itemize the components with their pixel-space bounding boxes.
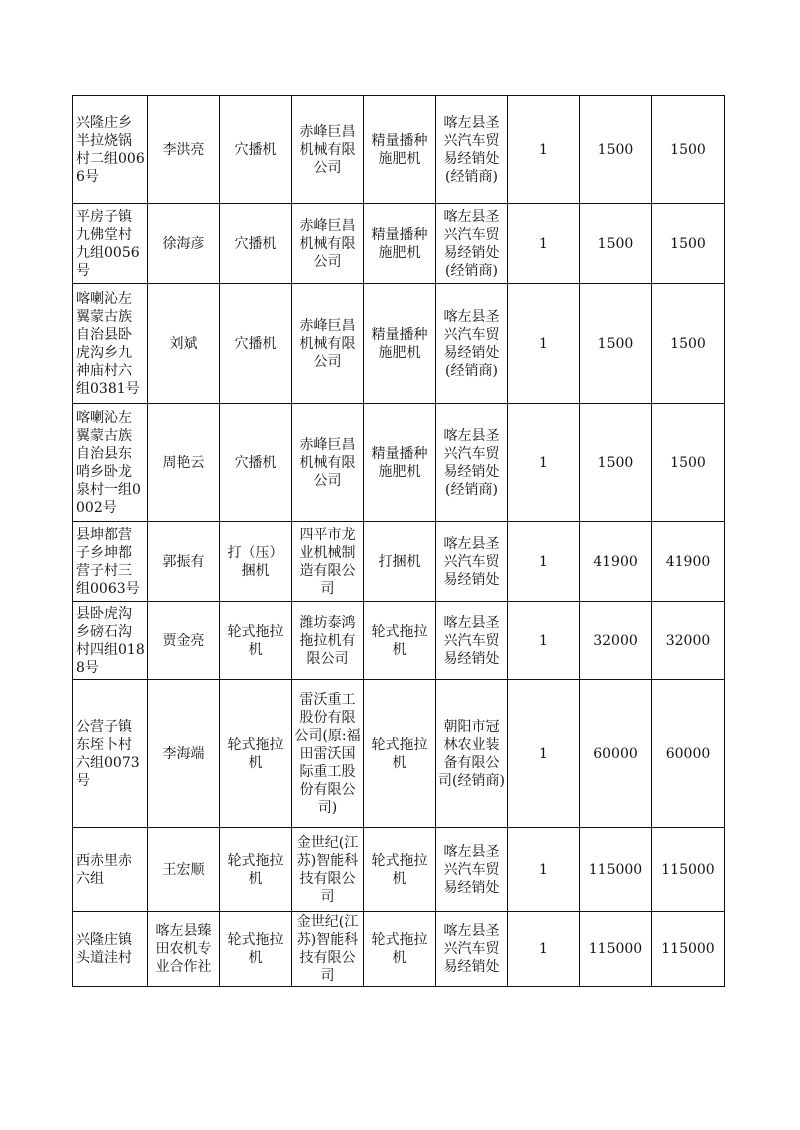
- category-cell: 穴播机: [220, 96, 292, 204]
- total-subsidy-cell: 1500: [652, 204, 725, 284]
- quantity-cell: 1: [508, 602, 580, 680]
- product-name-cell: 轮式拖拉机: [364, 828, 436, 912]
- product-name-cell: 轮式拖拉机: [364, 602, 436, 680]
- category-cell: 轮式拖拉机: [220, 912, 292, 987]
- name-cell: 李海端: [148, 680, 220, 828]
- category-cell: 轮式拖拉机: [220, 602, 292, 680]
- address-cell: 平房子镇九佛堂村九组0056号: [73, 204, 148, 284]
- address-cell: 公营子镇东垤卜村六组0073号: [73, 680, 148, 828]
- address-cell: 兴隆庄乡半拉烧锅村二组0066号: [73, 96, 148, 204]
- dealer-cell: 喀左县圣兴汽车贸易经销处: [436, 912, 508, 987]
- total-subsidy-cell: 32000: [652, 602, 725, 680]
- dealer-cell: 喀左县圣兴汽车贸易经销处(经销商): [436, 204, 508, 284]
- quantity-cell: 1: [508, 284, 580, 404]
- unit-subsidy-cell: 41900: [580, 522, 652, 602]
- dealer-cell: 喀左县圣兴汽车贸易经销处(经销商): [436, 404, 508, 522]
- table-row: [73, 828, 725, 912]
- dealer-cell: 喀左县圣兴汽车贸易经销处: [436, 602, 508, 680]
- manufacturer-cell: 金世纪(江苏)智能科技有限公司: [292, 912, 364, 987]
- table-row: [73, 96, 725, 204]
- name-cell: 刘斌: [148, 284, 220, 404]
- table-row: [73, 912, 725, 987]
- category-cell: 穴播机: [220, 284, 292, 404]
- table-row: [73, 204, 725, 284]
- product-name-cell: 轮式拖拉机: [364, 912, 436, 987]
- address-cell: 县坤都营子乡坤都营子村三组0063号: [73, 522, 148, 602]
- table-row: [73, 680, 725, 828]
- unit-subsidy-cell: 32000: [580, 602, 652, 680]
- total-subsidy-cell: 41900: [652, 522, 725, 602]
- name-cell: 贾金亮: [148, 602, 220, 680]
- unit-subsidy-cell: 60000: [580, 680, 652, 828]
- product-name-cell: 轮式拖拉机: [364, 680, 436, 828]
- name-cell: 王宏顺: [148, 828, 220, 912]
- address-cell: 西赤里赤六组: [73, 828, 148, 912]
- quantity-cell: 1: [508, 204, 580, 284]
- dealer-cell: 朝阳市冠林农业装备有限公司(经销商): [436, 680, 508, 828]
- manufacturer-cell: 赤峰巨昌机械有限公司: [292, 404, 364, 522]
- quantity-cell: 1: [508, 404, 580, 522]
- name-cell: 郭振有: [148, 522, 220, 602]
- unit-subsidy-cell: 1500: [580, 96, 652, 204]
- dealer-cell: 喀左县圣兴汽车贸易经销处: [436, 828, 508, 912]
- quantity-cell: 1: [508, 522, 580, 602]
- address-cell: 喀喇沁左翼蒙古族自治县卧虎沟乡九神庙村六组0381号: [73, 284, 148, 404]
- name-cell: 喀左县臻田农机专业合作社: [148, 912, 220, 987]
- table-row: [73, 602, 725, 680]
- manufacturer-cell: 潍坊泰鸿拖拉机有限公司: [292, 602, 364, 680]
- dealer-cell: 喀左县圣兴汽车贸易经销处: [436, 522, 508, 602]
- table-row: [73, 404, 725, 522]
- manufacturer-cell: 赤峰巨昌机械有限公司: [292, 96, 364, 204]
- name-cell: 周艳云: [148, 404, 220, 522]
- total-subsidy-cell: 1500: [652, 284, 725, 404]
- dealer-cell: 喀左县圣兴汽车贸易经销处(经销商): [436, 284, 508, 404]
- unit-subsidy-cell: 115000: [580, 828, 652, 912]
- manufacturer-cell: 赤峰巨昌机械有限公司: [292, 284, 364, 404]
- address-cell: 兴隆庄镇头道洼村: [73, 912, 148, 987]
- total-subsidy-cell: 1500: [652, 404, 725, 522]
- manufacturer-cell: 四平市龙业机械制造有限公司: [292, 522, 364, 602]
- total-subsidy-cell: 115000: [652, 828, 725, 912]
- quantity-cell: 1: [508, 828, 580, 912]
- manufacturer-cell: 雷沃重工股份有限公司(原:福田雷沃国际重工股份有限公司): [292, 680, 364, 828]
- category-cell: 轮式拖拉机: [220, 828, 292, 912]
- table-row: [73, 522, 725, 602]
- product-name-cell: 精量播种施肥机: [364, 284, 436, 404]
- product-name-cell: 精量播种施肥机: [364, 96, 436, 204]
- category-cell: 穴播机: [220, 204, 292, 284]
- manufacturer-cell: 金世纪(江苏)智能科技有限公司: [292, 828, 364, 912]
- manufacturer-cell: 赤峰巨昌机械有限公司: [292, 204, 364, 284]
- subsidy-table: [72, 95, 725, 987]
- dealer-cell: 喀左县圣兴汽车贸易经销处(经销商): [436, 96, 508, 204]
- product-name-cell: 精量播种施肥机: [364, 404, 436, 522]
- table-row: [73, 284, 725, 404]
- total-subsidy-cell: 60000: [652, 680, 725, 828]
- product-name-cell: 精量播种施肥机: [364, 204, 436, 284]
- unit-subsidy-cell: 1500: [580, 204, 652, 284]
- category-cell: 穴播机: [220, 404, 292, 522]
- product-name-cell: 打捆机: [364, 522, 436, 602]
- total-subsidy-cell: 1500: [652, 96, 725, 204]
- address-cell: 喀喇沁左翼蒙古族自治县东哨乡卧龙泉村一组0002号: [73, 404, 148, 522]
- total-subsidy-cell: 115000: [652, 912, 725, 987]
- name-cell: 李洪亮: [148, 96, 220, 204]
- category-cell: 打（压）捆机: [220, 522, 292, 602]
- category-cell: 轮式拖拉机: [220, 680, 292, 828]
- quantity-cell: 1: [508, 680, 580, 828]
- unit-subsidy-cell: 115000: [580, 912, 652, 987]
- address-cell: 县卧虎沟乡磅石沟村四组0188号: [73, 602, 148, 680]
- name-cell: 徐海彦: [148, 204, 220, 284]
- quantity-cell: 1: [508, 96, 580, 204]
- unit-subsidy-cell: 1500: [580, 404, 652, 522]
- quantity-cell: 1: [508, 912, 580, 987]
- unit-subsidy-cell: 1500: [580, 284, 652, 404]
